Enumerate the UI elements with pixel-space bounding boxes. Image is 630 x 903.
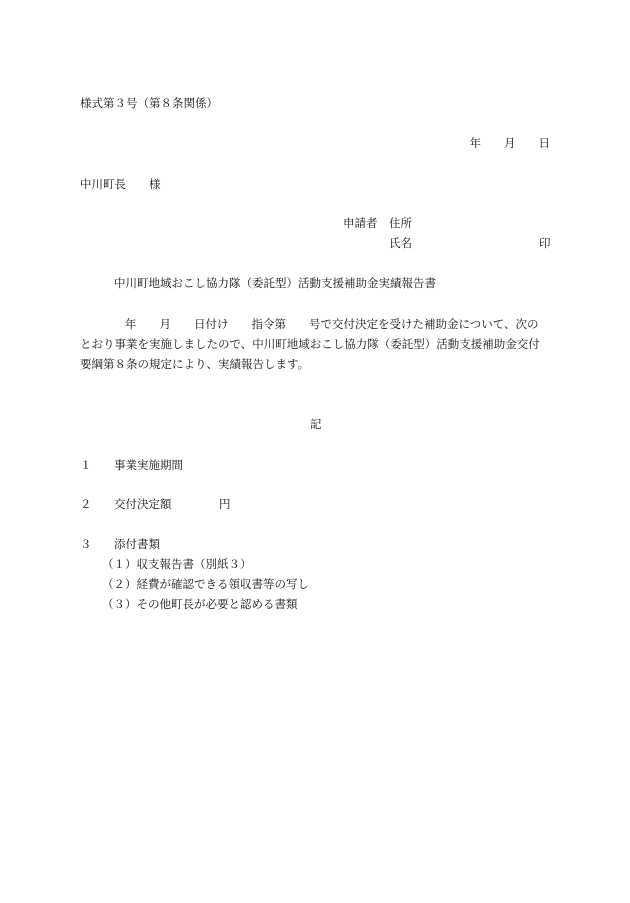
applicant-name-label: 氏名	[389, 236, 412, 250]
body-line-1: 年 月 日付け 指令第 号で交付決定を受けた補助金について、次の	[102, 317, 539, 331]
item-1-number: １	[80, 458, 92, 472]
attachment-item: （３）その他町長が必要と認める書類	[102, 597, 298, 611]
body-line-2: とおり事業を実施しましたので、中川町地域おこし協力隊（委託型）活動支援補助金交付	[80, 337, 540, 351]
item-2-yen-unit: 円	[219, 497, 231, 511]
addressee: 中川町長 様	[80, 177, 161, 191]
item-3-number: ３	[80, 537, 92, 551]
item-3-label: 添付書類	[114, 537, 160, 551]
document-title: 中川町地域おこし協力隊（委託型）活動支援補助金実績報告書	[114, 276, 436, 290]
item-2-number: ２	[80, 497, 92, 511]
attachment-item: （２）経費が確認できる領収書等の写し	[102, 577, 309, 591]
form-number: 様式第３号（第８条関係）	[80, 96, 218, 110]
date-line: 年 月 日	[469, 136, 550, 150]
body-line-3: 要綱第８条の規定により、実績報告します。	[80, 357, 310, 371]
item-2-label: 交付決定額	[114, 497, 172, 511]
item-1-label: 事業実施期間	[114, 458, 183, 472]
ki-heading: 記	[310, 417, 322, 431]
attachment-item: （１）収支報告書（別紙３）	[102, 557, 252, 571]
applicant-address-label: 申請者 住所	[343, 216, 412, 230]
applicant-seal: 印	[539, 236, 551, 250]
